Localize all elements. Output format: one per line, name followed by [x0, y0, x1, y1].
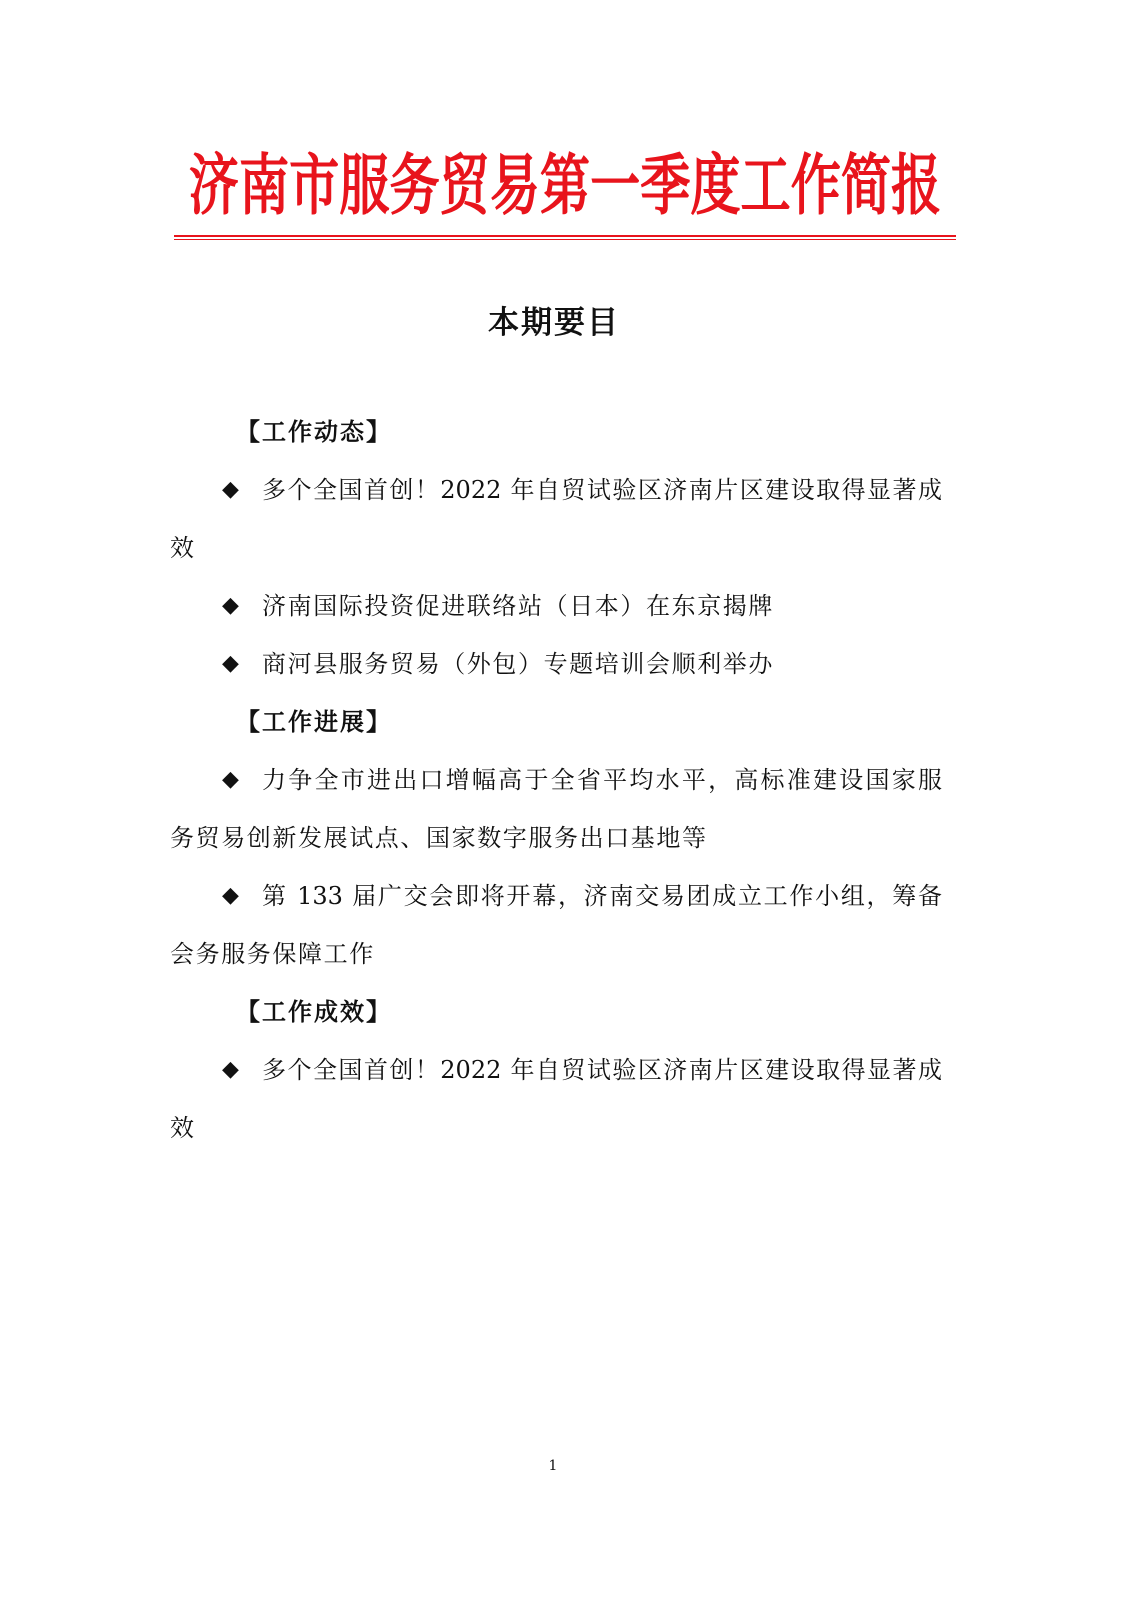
- section-work-progress: [0, 693, 1130, 983]
- section-heading: 【工作动态】: [236, 417, 392, 446]
- contents-item-continuation: 务贸易创新发展试点、国家数字服务出口基地等: [170, 824, 708, 852]
- contents-item-text: 商河县服务贸易（外包）专题培训会顺利举办: [262, 650, 774, 678]
- contents-item-text: 多个全国首创！2022 年自贸试验区济南片区建设取得显著成: [262, 476, 942, 504]
- contents-item-first-line: [0, 577, 942, 635]
- bullet-diamond-icon: ◆: [222, 477, 239, 502]
- section-heading: 【工作成效】: [236, 997, 392, 1026]
- section-work-results: [0, 983, 1130, 1157]
- contents-item-text: 力争全市进出口增幅高于全省平均水平，高标准建设国家服: [262, 766, 942, 794]
- contents-item: [0, 751, 1130, 867]
- contents-list: [0, 403, 1130, 1157]
- section-heading: 【工作进展】: [236, 707, 392, 736]
- contents-item-first-line: [0, 635, 942, 693]
- contents-item: [0, 867, 1130, 983]
- contents-item-text: 第 133 届广交会即将开幕，济南交易团成立工作小组，筹备: [262, 882, 942, 910]
- contents-heading: 本期要目: [488, 305, 620, 341]
- page-number: 1: [548, 1458, 558, 1474]
- section-work-updates: [0, 403, 1130, 693]
- bullet-diamond-icon: ◆: [222, 593, 239, 618]
- title-divider-line: [174, 235, 956, 240]
- contents-item-continuation: 会务服务保障工作: [170, 940, 375, 968]
- contents-item-text: 多个全国首创！2022 年自贸试验区济南片区建设取得显著成: [262, 1056, 942, 1084]
- document-header: [0, 140, 1130, 230]
- contents-item-continuation: 效: [170, 534, 196, 562]
- contents-item-first-line: [0, 461, 942, 519]
- contents-item-text: 济南国际投资促进联络站（日本）在东京揭牌: [262, 592, 774, 620]
- bullet-diamond-icon: ◆: [222, 767, 239, 792]
- bullet-diamond-icon: ◆: [222, 1057, 239, 1082]
- contents-item: [0, 635, 1130, 693]
- contents-item-first-line: [0, 751, 942, 809]
- contents-item-continuation: 效: [170, 1114, 196, 1142]
- bullet-diamond-icon: ◆: [222, 883, 239, 908]
- contents-item: [0, 577, 1130, 635]
- contents-item-first-line: [0, 1041, 942, 1099]
- document-title: 济南市服务贸易第一季度工作简报: [188, 146, 942, 224]
- contents-item: [0, 461, 1130, 577]
- contents-item: [0, 1041, 1130, 1157]
- bullet-diamond-icon: ◆: [222, 651, 239, 676]
- contents-item-first-line: [0, 867, 942, 925]
